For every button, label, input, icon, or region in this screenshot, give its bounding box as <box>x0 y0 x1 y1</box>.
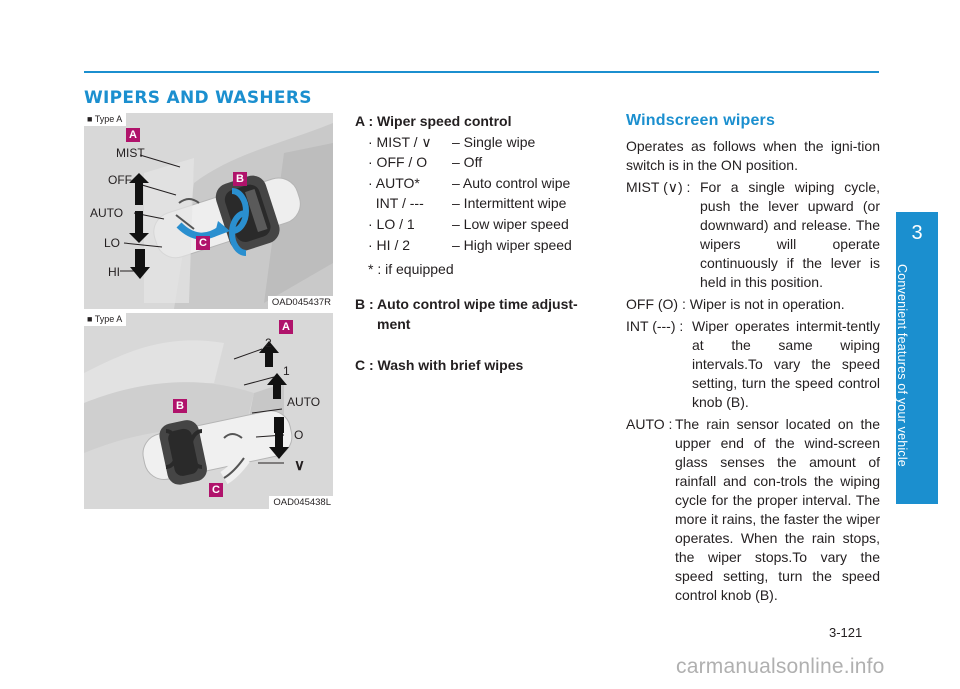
legend-key: · HI / 2 <box>368 236 411 253</box>
legend-b-heading: B : Auto control wipe time adjust- <box>355 295 578 312</box>
figure-2-type-tag: ■ Type A <box>84 313 126 326</box>
figure-2-label-auto: AUTO <box>287 395 321 409</box>
windscreen-wipers-section <box>626 111 880 605</box>
wiper-lever-figure-2 <box>84 313 333 509</box>
figure-1-badge-c: C <box>196 236 210 250</box>
legend-value: – Auto control wipe <box>452 174 571 191</box>
figure-1-badge-a: A <box>126 128 140 142</box>
legend-value: – Off <box>452 154 483 171</box>
figure-1-label-off: OFF <box>108 173 132 187</box>
legend-b-heading-cont: ment <box>377 316 411 333</box>
windscreen-intro: Operates as follows when the igni-tion switch is in the ON position. <box>626 138 880 173</box>
legend-value: – Low wiper speed <box>452 215 569 232</box>
mist-definition <box>626 178 880 292</box>
mist-lead: MIST (∨) : <box>626 179 691 195</box>
chapter-number: 3 <box>911 222 923 244</box>
control-legend <box>355 111 607 376</box>
legend-row <box>355 132 607 153</box>
figure-1-badge-b: B <box>233 172 247 186</box>
chapter-name: Convenient features of your vehicle <box>895 264 909 467</box>
legend-c-heading: C : Wash with brief wipes <box>355 356 524 373</box>
watermark[interactable]: carmanualsonline.info <box>676 655 885 678</box>
legend-row <box>355 173 607 194</box>
section-title: WIPERS AND WASHERS <box>84 88 312 108</box>
int-definition <box>626 317 880 412</box>
legend-footnote: * : if equipped <box>368 261 454 278</box>
figure-2-badge-c: C <box>209 483 223 497</box>
legend-a-heading: A : Wiper speed control <box>355 113 512 129</box>
legend-key: · MIST / ∨ <box>368 133 432 150</box>
figure-1-type-tag: ■ Type A <box>84 113 126 126</box>
wiper-lever-figure-1 <box>84 113 333 309</box>
legend-key: · AUTO* <box>368 174 420 191</box>
legend-key: · OFF / O <box>368 154 428 171</box>
figure-2-code: OAD045438L <box>269 496 333 509</box>
legend-row <box>355 152 607 173</box>
figure-1-label-hi: HI <box>108 265 120 279</box>
figure-1-code: OAD045437R <box>268 296 333 309</box>
legend-row <box>355 214 607 235</box>
figure-2-badge-b: B <box>173 399 187 413</box>
figure-1-label-lo: LO <box>104 236 121 250</box>
figure-2-label-1: 1 <box>283 364 290 378</box>
wiper-lever-illustration-2 <box>84 313 333 509</box>
figure-1-label-mist: MIST <box>116 146 145 160</box>
top-rule <box>84 71 879 73</box>
int-body: Wiper operates intermit-tently at the same wiping intervals.To vary the speed setting, turn the speed control knob (B). <box>692 318 880 410</box>
legend-key: INT / --- <box>368 195 424 212</box>
legend-key: · LO / 1 <box>368 215 415 232</box>
off-definition: OFF (O) : Wiper is not in operation. <box>626 296 845 312</box>
legend-row <box>355 193 607 214</box>
figure-2-label-v: ∨ <box>294 457 305 474</box>
legend-value: – High wiper speed <box>452 236 572 253</box>
figure-2-badge-a: A <box>279 320 293 334</box>
figure-2-label-2: 2 <box>265 336 272 350</box>
figure-2-label-o: O <box>294 428 304 442</box>
auto-definition <box>626 415 880 605</box>
mist-body: For a single wiping cycle, push the lever upward (or downward) and release. The wipers will operate continuously if the lever is held in this position. <box>700 179 880 290</box>
legend-value: – Intermittent wipe <box>452 195 567 212</box>
windscreen-wipers-heading: Windscreen wipers <box>626 112 776 129</box>
chapter-tab[interactable] <box>896 212 938 504</box>
figure-1-label-auto: AUTO <box>90 206 124 220</box>
legend-value: – Single wipe <box>452 133 536 150</box>
auto-body: The rain sensor located on the upper end of the wind-screen glass senses the amount of rainfall and con-trols the wiping cycle for the proper interval. The more it rains, the faster the wiper operates. When the rain stops, the wiper stops.To vary the speed setting, turn the speed control knob (B). <box>675 416 880 603</box>
auto-lead: AUTO : <box>626 416 673 432</box>
page-number: 3-121 <box>829 625 863 640</box>
int-lead: INT (---) : <box>626 318 684 334</box>
legend-row <box>355 235 607 256</box>
